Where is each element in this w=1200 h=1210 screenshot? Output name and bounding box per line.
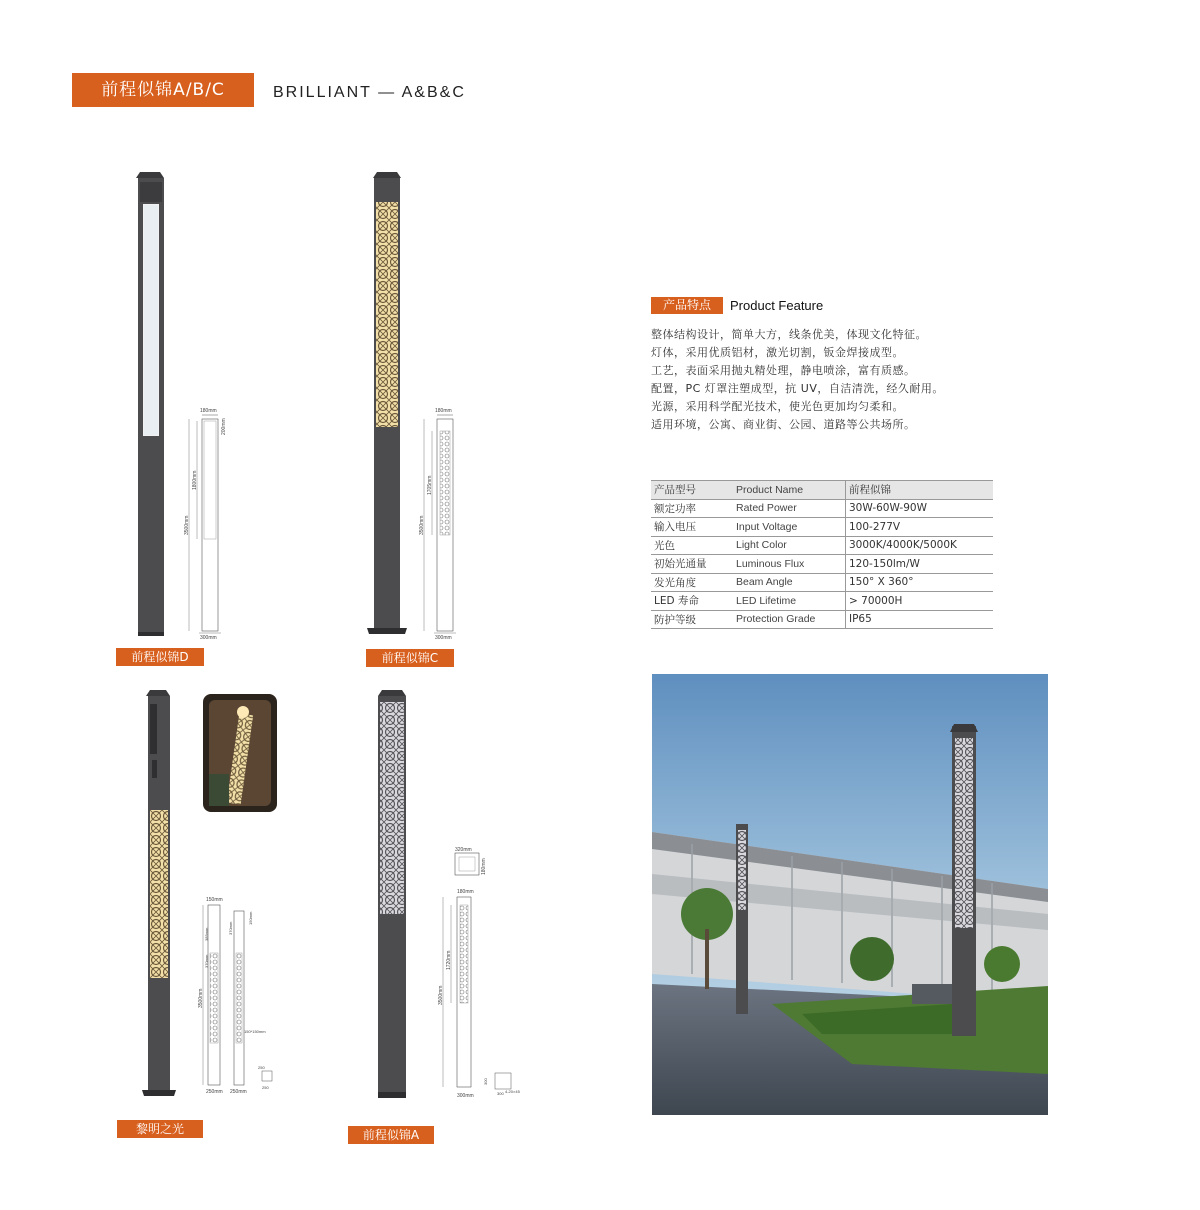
feature-line: 配置，PC 灯罩注塑成型，抗 UV，自洁清洗，经久耐用。 xyxy=(651,382,944,395)
product-label-c: 前程似锦C xyxy=(366,649,454,667)
table-row xyxy=(651,499,993,518)
dimension-label: 385mm xyxy=(204,927,209,941)
table-row xyxy=(651,536,993,555)
spec-label-cn: 防护等级 xyxy=(651,610,733,629)
dimension-label: 250 xyxy=(262,1085,269,1090)
dimension-label: 370mm xyxy=(204,954,209,968)
scene-rendering-photo xyxy=(652,674,1048,1115)
dimension-label: 300mm xyxy=(457,1093,474,1099)
dimension-label: 3500mm xyxy=(438,985,444,1005)
dimension-label: 180mm xyxy=(481,858,487,875)
dimension-label: 4-20×45 xyxy=(505,1089,520,1094)
spec-table xyxy=(651,480,993,629)
product-label-d: 前程似锦D xyxy=(116,648,204,666)
spec-value: 30W-60W-90W xyxy=(846,499,994,518)
dimension-label: 320mm xyxy=(455,847,472,853)
dimension-label: 250mm xyxy=(206,1089,223,1095)
feature-line: 整体结构设计，简单大方，线条优美，体现文化特征。 xyxy=(651,328,927,341)
pole-a-illustration xyxy=(372,690,412,1100)
series-title-badge: 前程似锦A/B/C xyxy=(72,73,254,107)
product-label-dawn: 黎明之光 xyxy=(117,1120,203,1138)
spec-label-cn: 产品型号 xyxy=(651,481,733,500)
spec-label-en: Rated Power xyxy=(733,499,846,518)
feature-line: 适用环境，公寓、商业街、公园、道路等公共场所。 xyxy=(651,418,916,431)
dimension-label: 300mm xyxy=(200,635,217,641)
dimension-label: 250mm xyxy=(230,1089,247,1095)
dimension-label: 200mm xyxy=(221,418,227,435)
spec-label-cn: 额定功率 xyxy=(651,499,733,518)
spec-value: 前程似锦 xyxy=(846,481,994,500)
series-title-english: BRILLIANT — A&B&C xyxy=(273,84,466,101)
product-label-a: 前程似锦A xyxy=(348,1126,434,1144)
spec-label-en: Product Name xyxy=(733,481,846,500)
spec-value: 3000K/4000K/5000K xyxy=(846,536,994,555)
spec-value: 120-150lm/W xyxy=(846,555,994,574)
table-row xyxy=(651,573,993,592)
spec-label-cn: 发光角度 xyxy=(651,573,733,592)
pole-d-dimension-drawing xyxy=(185,405,245,640)
pole-dawn-dimension-drawing xyxy=(200,893,285,1098)
spec-label-en: Luminous Flux xyxy=(733,555,846,574)
dimension-label: 180mm xyxy=(200,408,217,414)
dimension-label: 3500mm xyxy=(184,515,190,535)
spec-value: IP65 xyxy=(846,610,994,629)
feature-badge: 产品特点 xyxy=(651,297,723,314)
dimension-label: 150*150mm xyxy=(244,1029,266,1034)
table-row xyxy=(651,555,993,574)
dimension-label: 1705mm xyxy=(427,475,433,495)
pole-d-illustration xyxy=(130,172,170,638)
dawn-night-photo xyxy=(203,694,277,812)
spec-label-en: Protection Grade xyxy=(733,610,846,629)
pole-c-illustration xyxy=(365,172,410,638)
dimension-label: 1800mm xyxy=(192,470,198,490)
table-row xyxy=(651,610,993,629)
spec-label-en: Light Color xyxy=(733,536,846,555)
pole-a-dimension-drawing xyxy=(435,845,530,1100)
dimension-label: 300mm xyxy=(435,635,452,641)
feature-title: Product Feature xyxy=(730,298,824,313)
dimension-label: 150mm xyxy=(206,897,223,903)
spec-value: 150° X 360° xyxy=(846,573,994,592)
dimension-label: 250 xyxy=(258,1065,265,1070)
spec-label-cn: 输入电压 xyxy=(651,518,733,537)
spec-label-en: LED Lifetime xyxy=(733,592,846,611)
table-row xyxy=(651,518,993,537)
feature-list xyxy=(651,326,944,434)
dimension-label: 300 xyxy=(497,1091,504,1096)
dimension-label: 300 xyxy=(483,1078,488,1085)
pole-dawn-illustration xyxy=(138,690,178,1096)
dimension-label: 1720mm xyxy=(446,950,452,970)
pole-c-dimension-drawing xyxy=(420,405,480,640)
dimension-label: 370mm xyxy=(228,921,233,935)
feature-line: 光源，采用科学配光技术，使光色更加均匀柔和。 xyxy=(651,400,904,413)
dimension-label: 3500mm xyxy=(419,515,425,535)
spec-label-cn: 初始光通量 xyxy=(651,555,733,574)
spec-label-en: Beam Angle xyxy=(733,573,846,592)
dimension-label: 180mm xyxy=(435,408,452,414)
feature-line: 灯体，采用优质铝材，激光切割，钣金焊接成型。 xyxy=(651,346,904,359)
spec-label-cn: LED 寿命 xyxy=(651,592,733,611)
table-row xyxy=(651,481,993,500)
spec-label-en: Input Voltage xyxy=(733,518,846,537)
feature-line: 工艺，表面采用抛丸精处理，静电喷涂，富有质感。 xyxy=(651,364,916,377)
dimension-label: 3500mm xyxy=(198,988,204,1008)
spec-value: 100-277V xyxy=(846,518,994,537)
spec-value: > 70000H xyxy=(846,592,994,611)
spec-label-cn: 光色 xyxy=(651,536,733,555)
table-row xyxy=(651,592,993,611)
dimension-label: 150mm xyxy=(248,911,253,925)
dimension-label: 180mm xyxy=(457,889,474,895)
